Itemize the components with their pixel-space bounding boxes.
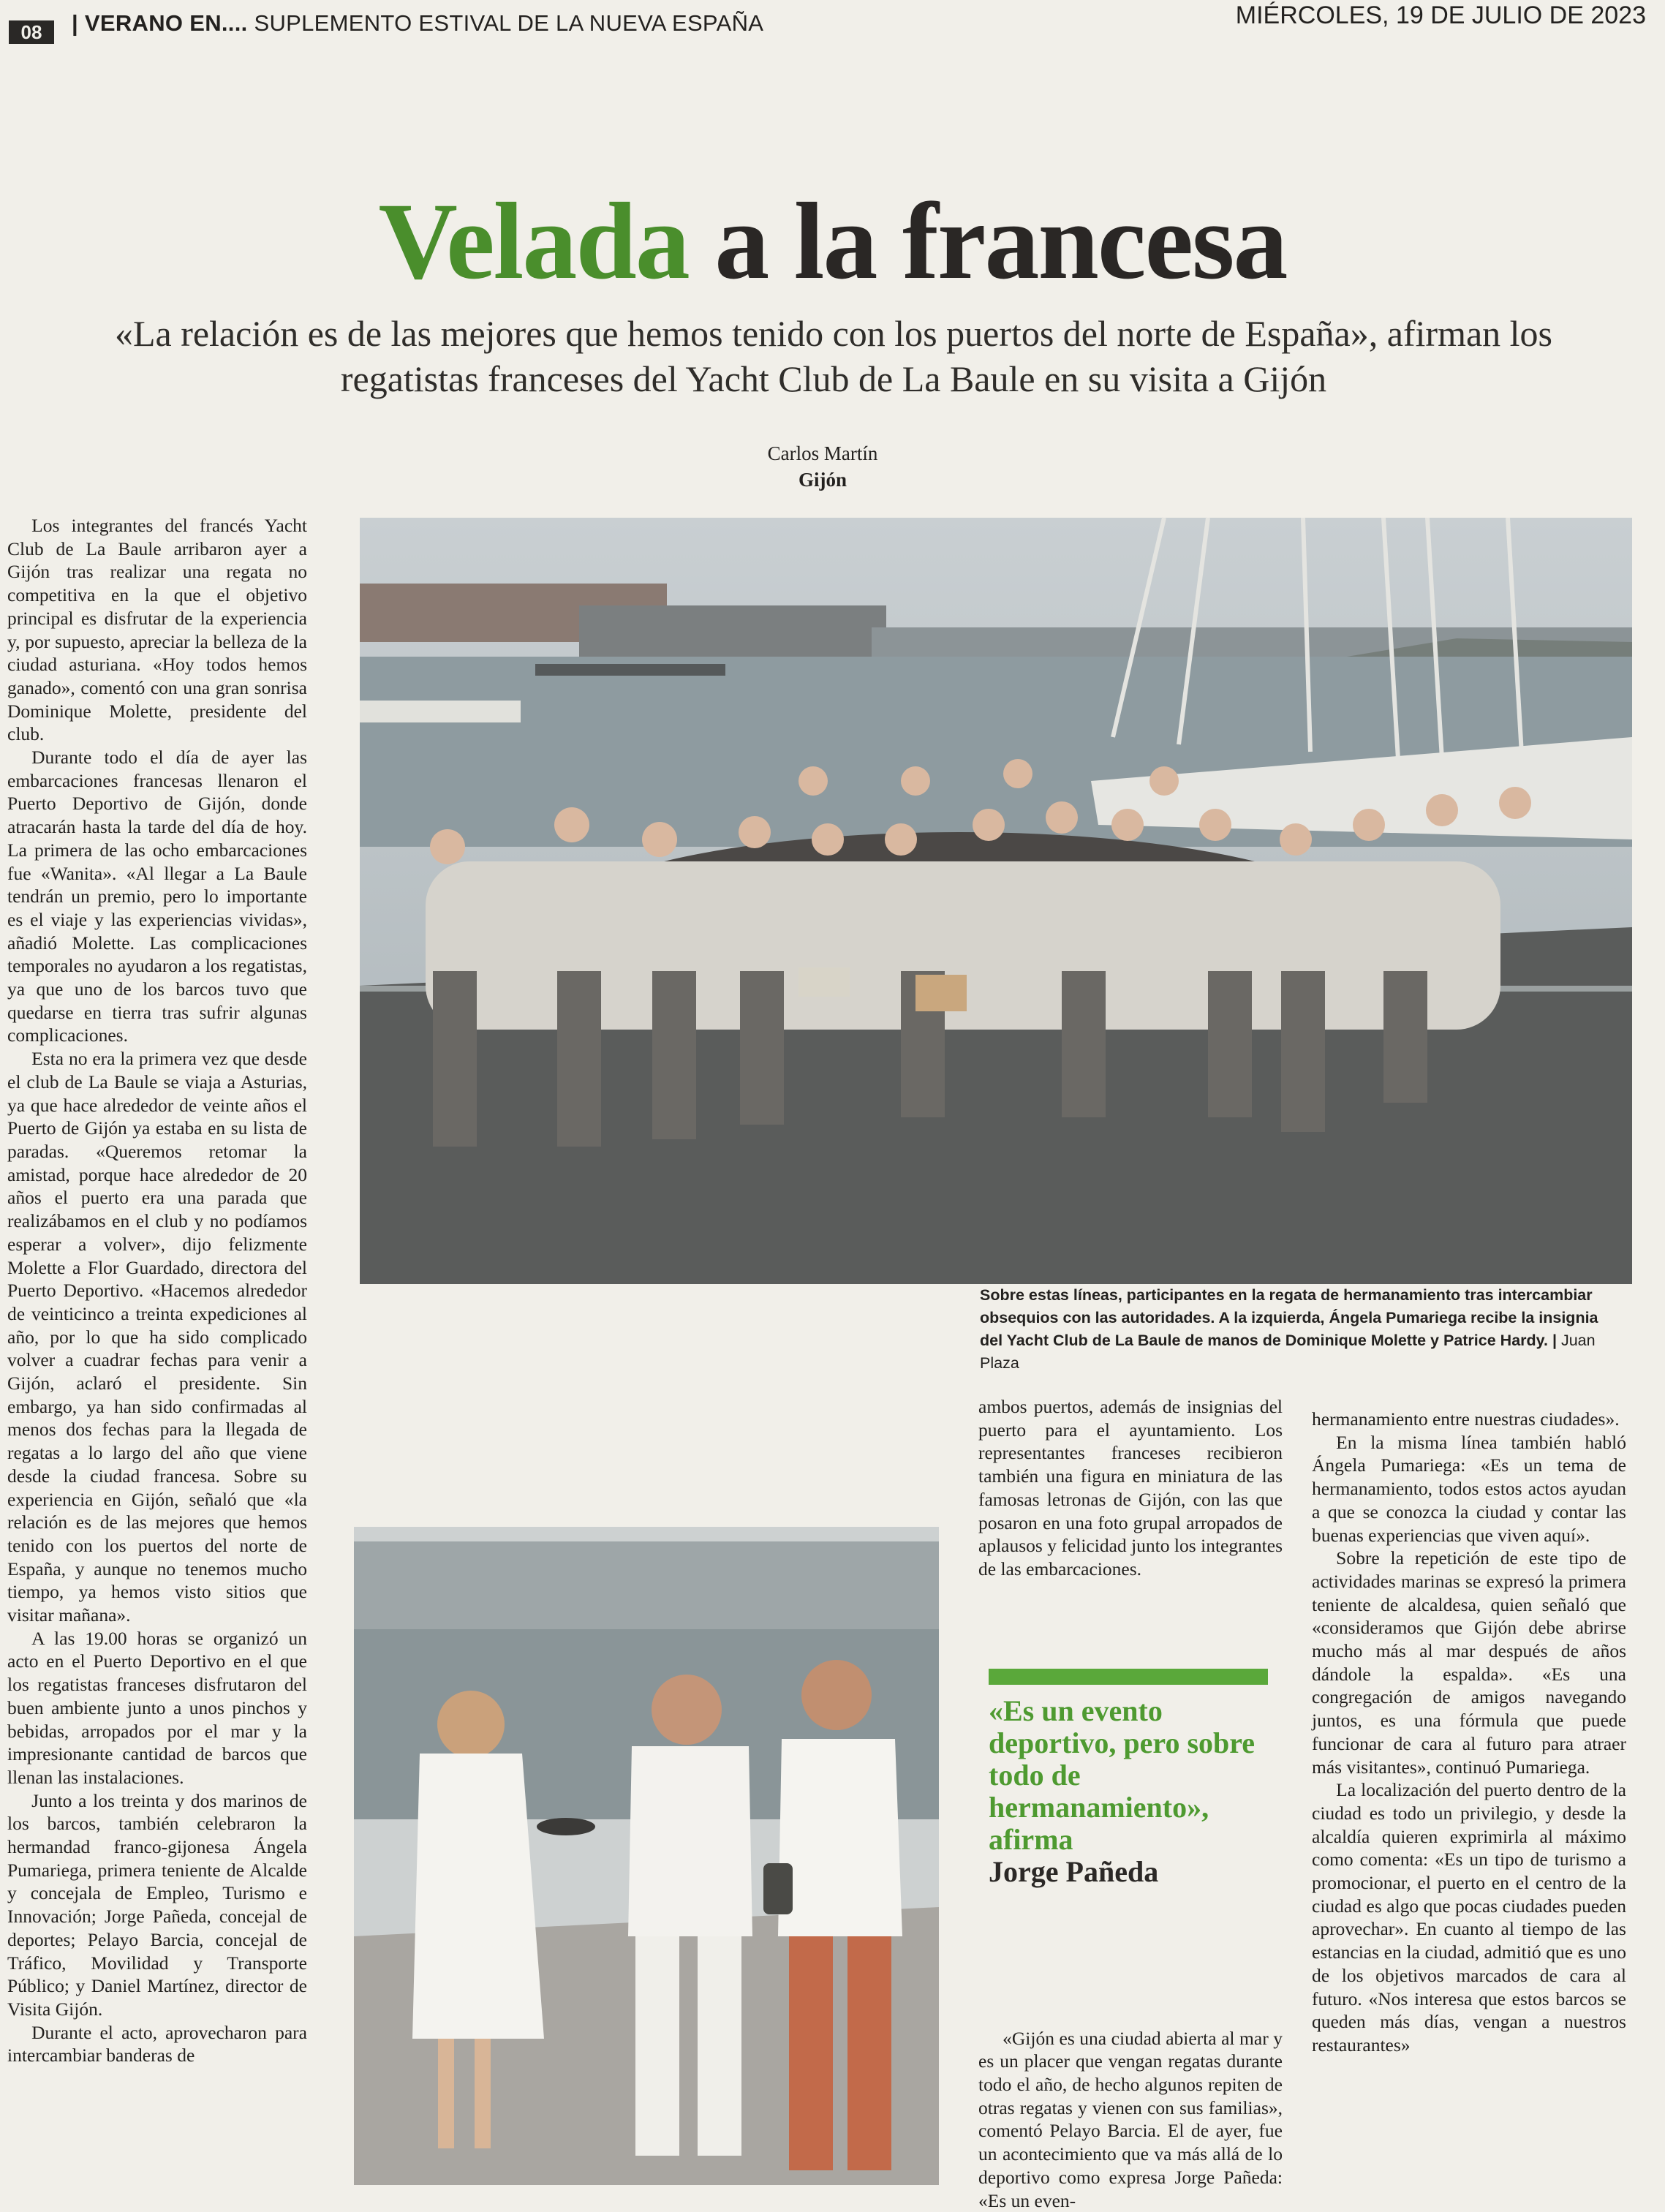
paragraph: Sobre la repetición de este tipo de actividades marinas se expresó la primera teniente de alcaldesa, quien señaló que «consideramos que Gijón debe abrirse mucho más al mar después de años dándole la espalda». «Es una congregación de amigos navegando juntos, es una fórmula que puede funcionar de cara al futuro para atraer más visitantes», continuó Pumariega. bbox=[1312, 1547, 1626, 1778]
pull-quote-text: «Es un evento deportivo, pero sobre todo de hermanamiento», afirma bbox=[989, 1694, 1256, 1856]
photo-caption bbox=[980, 1284, 1623, 1375]
paragraph: A las 19.00 horas se organizó un acto en el Puerto Deportivo en el que los regatistas franceses disfrutaron del buen ambiente junto a unos pinchos y bebidas, arropados por el mar y la impresionante cantidad de barcos que llenan las instalaciones. bbox=[7, 1627, 307, 1788]
body-column-right bbox=[1312, 1408, 1626, 2185]
page-number: 08 bbox=[9, 20, 54, 44]
byline bbox=[658, 440, 987, 493]
pull-quote-author: Jorge Pañeda bbox=[989, 1855, 1159, 1888]
page-header bbox=[0, 0, 1665, 47]
subtitle: «La relación es de las mejores que hemos tenido con los puertos del norte de España», afirman los regatistas franceses del Yacht Club de La Baule en su visita a Gijón bbox=[114, 313, 1553, 399]
body-column-left bbox=[7, 514, 307, 2185]
paragraph: Junto a los treinta y dos marinos de los barcos, también celebraron la hermandad franco-gijonesa Ángela Pumariega, primera teniente de Alcalde y concejala de Empleo, Turismo e Innovación; Jorge Pañeda, concejal de deportes; Pelayo Barcia, concejal de Tráfico, Movilidad y Transporte Público; y Daniel Martínez, director de Visita Gijón. bbox=[7, 1789, 307, 2020]
paragraph: «Gijón es una ciudad abierta al mar y es un placer que vengan regatas durante todo el año, de hecho algunos repiten de otras regatas y vienen con sus familias», comentó Pelayo Barcia. El de ayer, fue un acontecimiento que va más allá de lo deportivo como expresa Jorge Pañeda: «Es un even- bbox=[978, 2027, 1283, 2211]
photo-credit: Juan Plaza bbox=[980, 1332, 1596, 1372]
paragraph: En la misma línea también habló Ángela Pumariega: «Es un tema de hermanamiento, todos estos actos ayudan a que se conozca la ciudad y contar las buenas experiencias que viven aquí». bbox=[1312, 1431, 1626, 1546]
exchange-photo bbox=[354, 1527, 939, 2185]
paragraph: Durante todo el día de ayer las embarcaciones francesas llenaron el Puerto Deportivo de Gijón, donde atracarán hasta la tarde del día de hoy. La primera de las ocho embarcaciones fue «Wanita». «Al llegar a La Baule tendrán un premio, pero lo importante es el viaje y las experiencias vividas», añadió Molette. Las complicaciones temporales no ayudaron a los regatistas, ya que uno de los barcos tuvo que quedarse en tierra tras sufrir algunas complicaciones. bbox=[7, 747, 307, 1046]
headline-accent: Velada bbox=[378, 181, 689, 302]
author-name: Carlos Martín bbox=[767, 442, 878, 464]
section-name: | VERANO EN.... bbox=[72, 10, 248, 36]
paragraph: Los integrantes del francés Yacht Club de La Baule arribaron ayer a Gijón tras realizar una regata no competitiva en la que el objetivo principal es disfrutar de la experiencia y, por supuesto, apreciar la belleza de la ciudad asturiana. «Hoy todos hemos ganado», comentó con una gran sonrisa Dominique Molette, presidente del club. bbox=[7, 515, 307, 745]
caption-text: Sobre estas líneas, participantes en la regata de hermanamiento tras intercambiar obsequios con las autoridades. A la izquierda, Ángela Pumariega recibe la insignia del Yacht Club de La Baule de manos de Dominique Molette y Patrice Hardy. | bbox=[980, 1286, 1598, 1349]
group-photo bbox=[360, 518, 1632, 1284]
paragraph: La localización del puerto dentro de la ciudad es todo un privilegio, y desde la alcaldía quieren exprimirla al máximo como comenta: «Es un tipo de turismo a promocionar, el puerto en el centro de la ciudad es algo que pocas ciudades pueden aprovechar». En cuanto al tiempo de las estancias en la ciudad, admitió que es uno de los objetivos marcados de cara al futuro. «Nos interesa que estos barcos se queden más días, vengan a nuestros restaurantes» bbox=[1312, 1779, 1626, 2056]
paragraph: ambos puertos, además de insignias del puerto para el ayuntamiento. Los representantes franceses recibieron también una figura en miniatura de las famosas letronas de Gijón, con las que posaron en una foto grupal arropados de aplausos y felicidad junto los integrantes de las embarcaciones. bbox=[978, 1396, 1283, 1579]
headline bbox=[0, 183, 1665, 300]
paragraph: hermanamiento entre nuestras ciudades». bbox=[1312, 1408, 1620, 1430]
headline-rest: a la francesa bbox=[688, 181, 1287, 302]
dateline-city: Gijón bbox=[798, 469, 847, 491]
exchange-photo-illustration bbox=[354, 1527, 939, 2185]
issue-date: MIÉRCOLES, 19 DE JULIO DE 2023 bbox=[1235, 1, 1646, 29]
paragraph: Durante el acto, aprovecharon para intercambiar banderas de bbox=[7, 2021, 307, 2066]
pull-quote bbox=[989, 1695, 1296, 1888]
section-title bbox=[72, 10, 763, 37]
supplement-name: SUPLEMENTO ESTIVAL DE LA NUEVA ESPAÑA bbox=[254, 10, 764, 36]
pull-quote-rule bbox=[989, 1669, 1268, 1685]
group-photo-illustration bbox=[360, 518, 1632, 1284]
paragraph: Esta no era la primera vez que desde el club de La Baule se viaja a Asturias, ya que hace alrededor de veinte años el Puerto de Gijón ya estaba en su lista de paradas. «Queremos retomar la amistad, porque hace alrededor de 20 años el puerto era una parada que realizábamos en el club y no podíamos esperar a volver», dijo felizmente Molette a Flor Guardado, directora del Puerto Deportivo. «Hacemos alrededor de veinticinco a treinta expediciones al año, por lo que ha sido complicado volver a cuadrar fechas para venir a Gijón, aclaró el presidente. Sin embargo, ya han sido confirmadas al menos dos fechas para la llegada de regatas a lo largo del año que viene desde la ciudad francesa. Sobre su experiencia en Gijón, señaló que «la relación es de las mejores que hemos tenido con los puertos del norte de España, y aunque no tenemos mucho tiempo, ya hemos visto sitios que visitar mañana». bbox=[7, 1048, 307, 1626]
